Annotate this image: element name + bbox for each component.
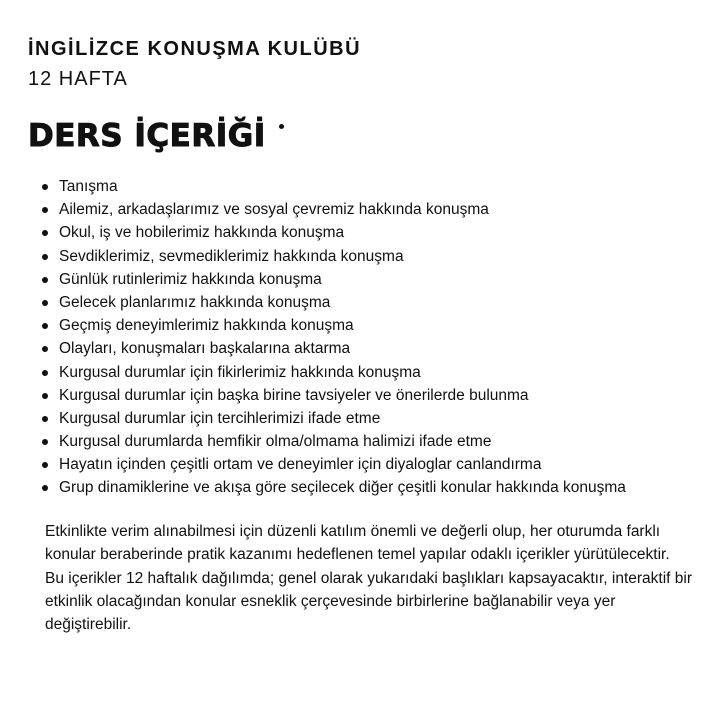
topic-item [42, 314, 712, 337]
bullet-icon [42, 300, 48, 306]
topic-text: Geçmiş deneyimlerimiz hakkında konuşma [59, 317, 354, 335]
section-heading: DERS İÇERİĞİ [28, 118, 266, 154]
decorative-dot-icon [279, 124, 284, 129]
topic-text: Okul, iş ve hobilerimiz hakkında konuşma [59, 224, 345, 242]
notes-paragraph: Etkinlikte verim alınabilmesi için düzenli katılım önemli ve değerli olup, her oturumda farklı konular beraberinde pratik kazanımı hedeflenen temel yapılar odaklı içerikler yürütülecektir. [45, 523, 670, 564]
topic-text: Grup dinamiklerine ve akışa göre seçilecek diğer çeşitli konular hakkında konuşma [59, 479, 626, 497]
topic-list [42, 175, 712, 500]
topic-text: Sevdiklerimiz, sevmediklerimiz hakkında konuşma [59, 247, 404, 265]
topic-text: Gelecek planlarımız hakkında konuşma [59, 293, 331, 311]
topic-text: Kurgusal durumlar için fikirlerimiz hakkında konuşma [59, 363, 421, 381]
bullet-icon [42, 416, 48, 422]
topic-text: Kurgusal durumlar için tercihlerimizi ifade etme [59, 409, 381, 427]
bullet-icon [42, 184, 48, 190]
topic-item [42, 384, 712, 407]
topic-text: Günlük rutinlerimiz hakkında konuşma [59, 270, 322, 288]
topic-item [42, 407, 712, 430]
topic-text: Kurgusal durumlar için başka birine tavsiyeler ve önerilerde bulunma [59, 386, 529, 404]
topic-text: Hayatın içinden çeşitli ortam ve deneyimler için diyaloglar canlandırma [59, 456, 542, 474]
topic-item [42, 361, 712, 384]
bullet-icon [42, 346, 48, 352]
topic-item [42, 430, 712, 453]
notes-block [45, 520, 705, 636]
topic-item [42, 221, 712, 244]
bullet-icon [42, 485, 48, 491]
topic-item [42, 453, 712, 476]
topic-text: Kurgusal durumlarda hemfikir olma/olmama halimizi ifade etme [59, 433, 492, 451]
club-title: İNGİLİZCE KONUŞMA KULÜBÜ [28, 38, 362, 60]
topic-item [42, 175, 712, 198]
topic-item [42, 291, 712, 314]
bullet-icon [42, 207, 48, 213]
topic-item [42, 198, 712, 221]
topic-text: Tanışma [59, 178, 118, 195]
bullet-icon [42, 370, 48, 376]
bullet-icon [42, 462, 48, 468]
bullet-icon [42, 393, 48, 399]
bullet-icon [42, 277, 48, 283]
bullet-icon [42, 230, 48, 236]
topic-text: Ailemiz, arkadaşlarımız ve sosyal çevremiz hakkında konuşma [59, 201, 489, 219]
topic-item [42, 245, 712, 268]
topic-item [42, 337, 712, 360]
topic-item [42, 476, 712, 499]
duration-label: 12 HAFTA [28, 68, 128, 90]
bullet-icon [42, 439, 48, 445]
topic-item [42, 268, 712, 291]
notes-paragraph: Bu içerikler 12 haftalık dağılımda; genel olarak yukarıdaki başlıkları kapsayacaktır, interaktif bir etkinlik olacağından konular esneklik çerçevesinde birbirlerine bağlanabilir veya yer değiştirebilir. [45, 569, 693, 634]
bullet-icon [42, 323, 48, 329]
bullet-icon [42, 254, 48, 260]
topic-text: Olayları, konuşmaları başkalarına aktarma [59, 340, 351, 358]
